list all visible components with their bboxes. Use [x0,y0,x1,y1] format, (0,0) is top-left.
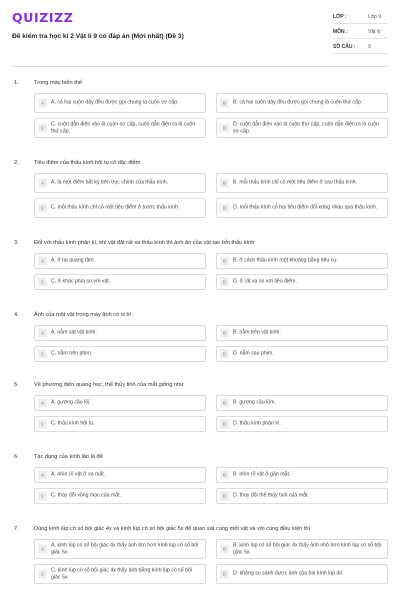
answer-option-b[interactable] [216,93,388,113]
answer-option-a[interactable] [34,539,206,559]
option-text: A. nhìn rõ vật ở xa mắt. [51,471,106,478]
answer-option-a[interactable] [34,325,206,341]
page-title: Đề kiểm tra học kì 2 Vật lí 9 có đáp án (Mới nhất) (Đề 3) [12,33,184,40]
answer-option-b[interactable] [216,173,388,193]
option-letter-badge: D [220,420,229,429]
option-text: B. nhìn rõ vật ở gần mắt. [233,471,291,478]
meta-value: Lớp 9 [368,14,382,20]
answer-option-d[interactable] [216,488,388,504]
option-text: B. nằm trên vật kính. [233,329,281,336]
option-letter-badge: C [38,204,47,213]
option-text: D. cuộn dẫn điện vào là cuộn thứ cấp, cuộn dẫn điện ra là cuộn sơ cấp. [233,121,379,134]
option-letter-badge: B [220,329,229,338]
option-text: C. kính lúp có số bội giác 4x thấy ảnh bằng kính lúp có số bội giác 5x. [51,567,193,580]
meta-value: Vật lý [368,29,381,35]
answer-option-d[interactable] [216,198,388,218]
option-text: C. thấu kính hội tụ. [51,420,95,427]
answer-option-d[interactable] [216,346,388,362]
option-text: A. gương cầu lồi. [51,399,91,406]
option-letter-badge: C [38,570,47,579]
answer-option-a[interactable] [34,173,206,193]
option-text: A. nằm sát vật kính. [51,329,97,336]
option-text: B. gương cầu lõm. [233,399,276,406]
option-letter-badge: A [38,471,47,480]
answer-option-b[interactable] [216,395,388,411]
meta-label: SỐ CÂU : [333,44,356,50]
meta-row-question-count [333,41,388,54]
option-text: A. là một điểm bất kỳ trên trục chính của thấu kính. [51,179,169,186]
option-letter-badge: A [38,179,47,188]
question-text: Tiêu điểm của thấu kính hội tụ có đặc điểm [34,160,141,166]
option-text: C. mỗi thấu kính chỉ có một tiêu điểm ở trước thấu kính. [51,204,180,211]
meta-row-grade [333,11,388,24]
option-letter-badge: C [38,278,47,287]
answer-option-a[interactable] [34,253,206,269]
question-number: 4. [14,312,19,318]
option-letter-badge: A [38,399,47,408]
question-item [14,156,390,234]
option-text: D. thấu kính phân kì. [233,420,281,427]
question-number: 3. [14,240,19,246]
question-item [14,308,390,378]
answer-option-d[interactable] [216,564,388,584]
question-text: Về phương diện quang học, thể thủy tinh của mắt giống như [34,382,184,388]
answer-option-c[interactable] [34,274,206,290]
answer-option-a[interactable] [34,467,206,483]
answer-option-b[interactable] [216,253,388,269]
option-letter-badge: A [38,545,47,554]
meta-panel [333,11,388,56]
answer-option-b[interactable] [216,325,388,341]
option-text: D. không so sánh được ảnh của hai kính lúp đó. [233,570,344,577]
answer-option-d[interactable] [216,416,388,432]
answer-option-c[interactable] [34,198,206,218]
quizizz-logo: QUIZIZZ [12,10,74,25]
option-text: A. kính lúp có số bội giác 4x thấy ảnh lớn hơn kính lúp có số bội giác 5x. [51,542,199,555]
answer-option-a[interactable] [34,93,206,113]
answer-option-c[interactable] [34,118,206,138]
option-text: B. kính lúp có số bội giác 4x thấy ảnh nhỏ hơn kính lúp có số bội giác 5x. [233,542,382,555]
option-letter-badge: B [220,399,229,408]
question-number: 1. [14,80,19,86]
answer-option-c[interactable] [34,416,206,432]
option-letter-badge: D [220,204,229,213]
header-divider [12,66,388,67]
meta-label: MÔN : [333,29,348,35]
answer-option-c[interactable] [34,346,206,362]
option-text: D. mỗi thấu kính có hai tiêu điểm đối xứng nhau qua thấu kính. [233,204,378,211]
option-letter-badge: C [38,492,47,501]
question-item [14,450,390,520]
answer-option-b[interactable] [216,467,388,483]
option-letter-badge: B [220,99,229,108]
meta-label: LỚP : [333,14,347,20]
option-letter-badge: A [38,99,47,108]
question-item [14,76,390,154]
question-text: Dùng kính lúp có số bội giác 4x và kính lúp có số bội giác 5x để quan sát cùng một vật và với cùng điều kiện thì [34,526,311,532]
answer-option-d[interactable] [216,274,388,290]
option-letter-badge: D [220,350,229,359]
answer-option-c[interactable] [34,488,206,504]
option-text: C. cuộn dẫn điện vào là cuộn sơ cấp, cuộn dẫn điện ra là cuộn thứ cấp. [51,121,196,134]
answer-option-c[interactable] [34,564,206,584]
option-letter-badge: B [220,257,229,266]
question-number: 5. [14,382,19,388]
question-item [14,236,390,314]
answer-option-b[interactable] [216,539,388,559]
page-header [0,0,400,66]
option-letter-badge: A [38,329,47,338]
option-text: C. nằm trên phim. [51,350,93,357]
option-text: D. thay đổi thể thủy tinh của mắt. [233,492,309,499]
option-letter-badge: C [38,124,47,133]
option-text: D. ở rất xa so với tiêu điểm. [233,278,297,285]
option-text: B. cả hai cuộn dây đều được gọi chung là cuộn thứ cấp. [233,99,363,106]
question-number: 6. [14,454,19,460]
question-number: 2. [14,160,19,166]
option-letter-badge: D [220,492,229,501]
answer-option-d[interactable] [216,118,388,138]
option-letter-badge: B [220,179,229,188]
meta-value: 9 [368,44,371,50]
option-text: B. mỗi thấu kính chỉ có một tiêu điểm ở sau thấu kính. [233,179,357,186]
option-text: D. nằm sau phim. [233,350,274,357]
question-number: 7. [14,526,19,532]
meta-row-subject [333,26,388,39]
option-letter-badge: B [220,545,229,554]
option-letter-badge: A [38,257,47,266]
question-text: Tác dụng của kính lão là để [34,454,103,460]
option-letter-badge: D [220,278,229,287]
option-letter-badge: C [38,350,47,359]
answer-option-a[interactable] [34,395,206,411]
option-text: A. ở tại quang tâm. [51,257,96,264]
option-letter-badge: D [220,570,229,579]
option-text: A. cả hai cuộn dây đều được gọi chung là cuộn sơ cấp. [51,99,179,106]
question-text: Ảnh của một vật trong máy ảnh có vị trí [34,312,132,318]
question-item [14,378,390,448]
option-text: B. ở cách thấu kính một khoảng bằng tiêu cự. [233,257,339,264]
question-item [14,522,390,600]
question-text: Đối với thấu kính phân kì, khi vật đặt rất xa thấu kính thì ảnh ảo của vật tạo bởi thấu kính [34,240,255,246]
option-letter-badge: D [220,124,229,133]
question-text: Trong máy biến thế [34,80,82,86]
option-text: C. ở khác phía so với vật. [51,278,111,285]
option-letter-badge: B [220,471,229,480]
option-text: C. thay đổi võng mạc của mắt. [51,492,122,499]
option-letter-badge: C [38,420,47,429]
